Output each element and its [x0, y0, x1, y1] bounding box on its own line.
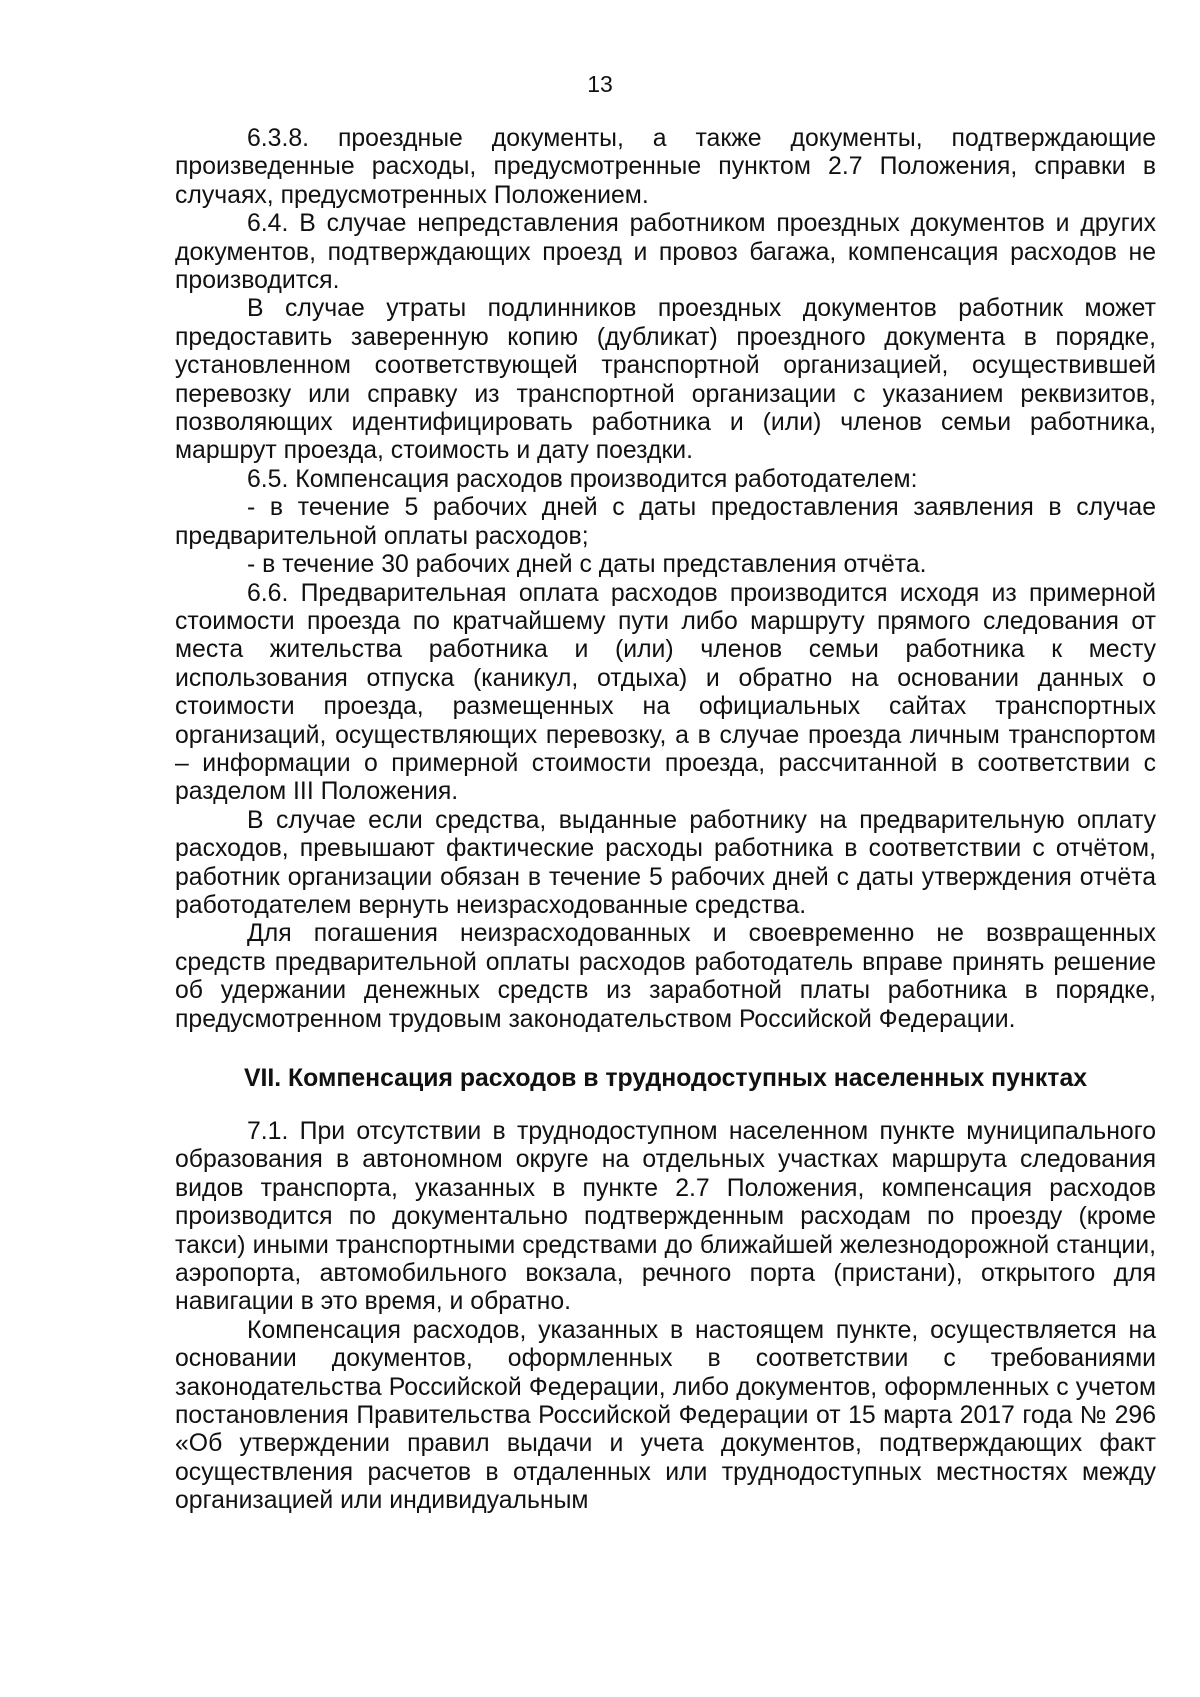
page-number: 13: [587, 71, 613, 97]
paragraph-6-5: 6.5. Компенсация расходов производится работодателем:: [247, 465, 918, 493]
paragraph-6-4: 6.4. В случае непредставления работником проездных документов и других документов, подтверждающих проезд и провоз багажа, компенсация расходов не производится.: [175, 210, 1156, 295]
paragraph-6-6: 6.6. Предварительная оплата расходов производится исходя из примерной стоимости проезда по кратчайшему пути либо маршруту прямого следования от места жительства работника и (или) членов семьи работника к месту использования отпуска (каникул, отдыха) и обратно на основании данных о стоимости проезда, размещенных на официальных сайтах транспортных организаций, осуществляющих перевозку, а в случае проезда личным транспортом – информации о примерной стоимости проезда, рассчитанной в соответствии с разделом III Положения.: [175, 579, 1156, 806]
list-item-30-days: - в течение 30 рабочих дней с даты представления отчёта.: [247, 551, 927, 579]
list-item-5-days: - в течение 5 рабочих дней с даты предоставления заявления в случае предварительной оплаты расходов;: [175, 494, 1156, 550]
paragraph-compensation-docs: Компенсация расходов, указанных в настоящем пункте, осуществляется на основании документов, оформленных в соответствии с требованиями законодательства Российской Федерации, либо документов, оформленных с учетом постановления Правительства Российской Федерации от 15 марта 2017 года № 296 «Об утверждении правил выдачи и учета документов, подтверждающих факт осуществления расчетов в отдаленных или труднодоступных местностях между организацией или индивидуальным: [175, 1316, 1156, 1515]
paragraph-6-3-8: 6.3.8. проездные документы, а также документы, подтверждающие произведенные расходы, предусмотренные пунктом 2.7 Положения, справки в случаях, предусмотренных Положением.: [175, 125, 1156, 209]
paragraph-excess-funds: В случае если средства, выданные работнику на предварительную оплату расходов, превышают фактические расходы работника в соответствии с отчётом, работник организации обязан в течение 5 рабочих дней с даты утверждения отчёта работодателем вернуть неизрасходованные средства.: [175, 806, 1156, 919]
section-heading-vii: VII. Компенсация расходов в труднодоступных населенных пунктах: [243, 1065, 1088, 1092]
paragraph-lost-originals: В случае утраты подлинников проездных документов работник может предоставить заверенную копию (дубликат) проездного документа в порядке, установленном соответствующей транспортной организацией, осуществившей перевозку или справку из транспортной организации с указанием реквизитов, позволяющих идентифицировать работника и (или) членов семьи работника, маршрут проезда, стоимость и дату поездки.: [175, 295, 1156, 465]
paragraph-7-1: 7.1. При отсутствии в труднодоступном населенном пункте муниципального образования в автономном округе на отдельных участках маршрута следования видов транспорта, указанных в пункте 2.7 Положения, компенсация расходов производится по документально подтвержденным расходам по проезду (кроме такси) иными транспортными средствами до ближайшей железнодорожной станции, аэропорта, автомобильного вокзала, речного порта (пристани), открытого для навигации в это время, и обратно.: [175, 1118, 1156, 1316]
document-body: [175, 125, 1156, 1516]
paragraph-repayment: Для погашения неизрасходованных и своевременно не возвращенных средств предварительной оплаты расходов работодатель вправе принять решение об удержании денежных средств из заработной платы работника в порядке, предусмотренном трудовым законодательством Российской Федерации.: [175, 920, 1156, 1033]
